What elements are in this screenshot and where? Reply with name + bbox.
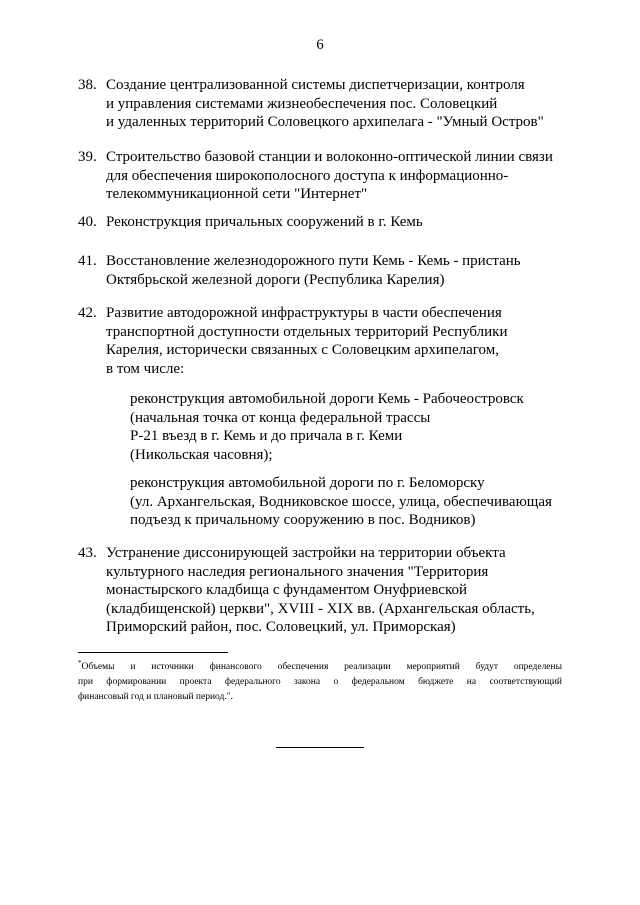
item-line: в том числе:	[106, 360, 185, 377]
sub-item	[130, 474, 552, 530]
sub-item-line: реконструкция автомобильной дороги по г. Беломорску	[130, 475, 485, 491]
item-line: Устранение диссонирующей застройки на территории объекта	[106, 545, 506, 561]
item-line: Приморский район, пос. Соловецкий, ул. Приморская)	[106, 619, 456, 635]
item-number: 38.	[78, 77, 97, 93]
sub-item-line: (ул. Архангельская, Водниковское шоссе, улица, обеспечивающая	[130, 493, 552, 510]
item-line: для обеспечения широкополосного доступа к информационно-	[106, 167, 509, 184]
sub-item-line: (Никольская часовня);	[130, 446, 273, 463]
item-line: Октябрьской железной дороги (Республика Карелия)	[106, 271, 445, 288]
item-text	[106, 213, 423, 232]
footnote-line: при формировании проекта федерального закона о федеральном бюджете на соответствующий	[78, 677, 562, 688]
footnote-marker: *	[78, 659, 82, 667]
item-line: Реконструкция причальных сооружений в г. Кемь	[106, 214, 423, 230]
item-number: 39.	[78, 149, 97, 165]
item-line: Создание централизованной системы диспетчеризации, контроля	[106, 77, 525, 93]
footnote	[78, 656, 562, 705]
footnote-line: финансовый год и плановый период.".	[78, 692, 233, 703]
item-text	[106, 252, 521, 289]
sub-item-line: Р-21 въезд в г. Кемь и до причала в г. Кеми	[130, 428, 403, 444]
item-line: Строительство базовой станции и волоконно-оптической линии связи	[106, 149, 553, 165]
page-number: 6	[316, 37, 324, 53]
item-number: 40.	[78, 214, 97, 230]
item-number: 43.	[78, 545, 97, 561]
item-line: и удаленных территорий Соловецкого архипелага - "Умный Остров"	[106, 114, 544, 130]
item-line: Восстановление железнодорожного пути Кемь - Кемь - пристань	[106, 253, 521, 269]
footnote-text: Объемы и источники финансового обеспечения реализации мероприятий будут определены	[81, 662, 562, 673]
footnote-line	[78, 656, 562, 675]
item-number: 41.	[78, 253, 97, 269]
item-line: культурного наследия регионального значения "Территория	[106, 563, 489, 580]
item-line: телекоммуникационной сети "Интернет"	[106, 186, 368, 202]
item-line: монастырского кладбища с фундаментом Онуфриевской	[106, 582, 468, 598]
sub-item-line: реконструкция автомобильной дороги Кемь - Рабочеостровск	[130, 391, 524, 407]
end-divider	[276, 747, 364, 748]
item-line: Развитие автодорожной инфраструктуры в части обеспечения	[106, 305, 502, 321]
item-text	[106, 304, 508, 378]
item-text	[106, 148, 553, 204]
item-line: транспортной доступности отдельных территорий Республики	[106, 323, 508, 340]
item-text	[106, 544, 535, 637]
sub-item	[130, 390, 524, 464]
item-text	[106, 76, 544, 132]
sub-item-line: подъезд к причальному сооружению в пос. Водников)	[130, 512, 476, 528]
footnote-divider	[78, 652, 228, 653]
item-number: 42.	[78, 305, 97, 321]
item-line: (кладбищенской) церкви", XVIII - XIX вв. (Архангельская область,	[106, 600, 535, 617]
sub-item-line: (начальная точка от конца федеральной трассы	[130, 409, 431, 426]
item-line: Карелия, исторически связанных с Соловецким архипелагом,	[106, 342, 499, 358]
item-line: и управления системами жизнеобеспечения пос. Соловецкий	[106, 95, 498, 112]
